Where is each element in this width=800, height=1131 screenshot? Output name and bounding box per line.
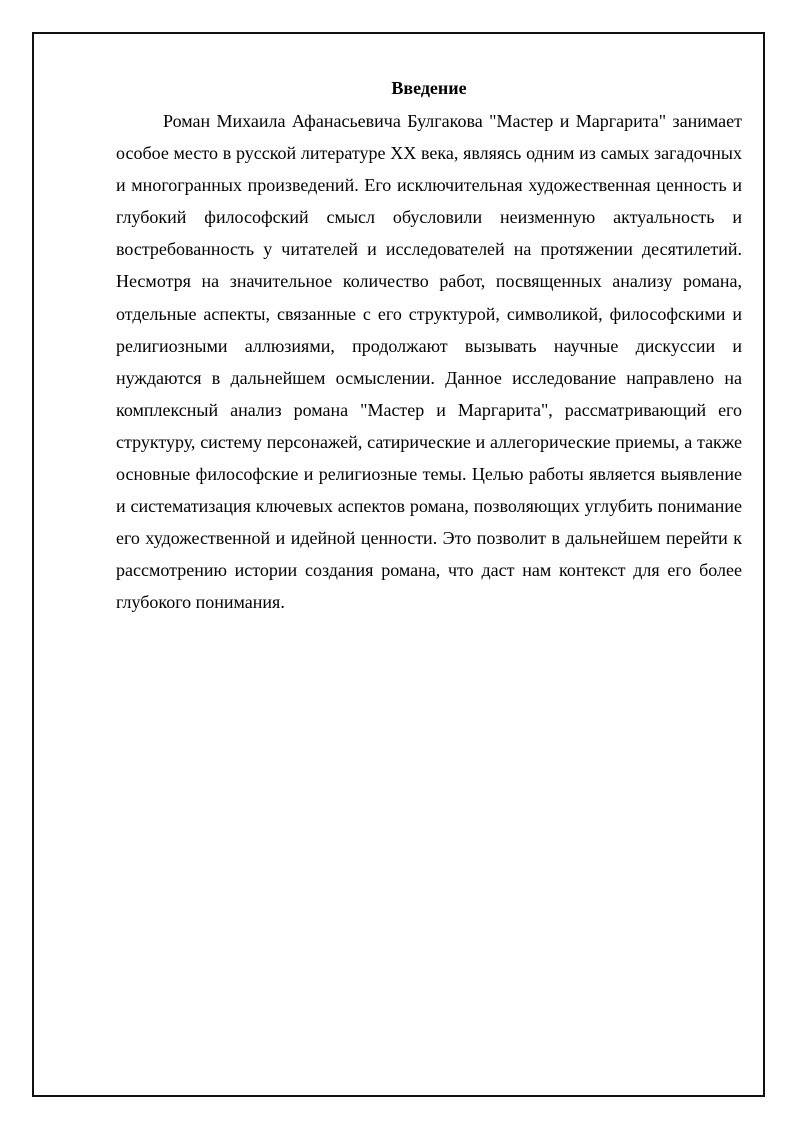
document-body [116,76,742,619]
section-heading: Введение [391,78,467,98]
intro-paragraph: Роман Михаила Афанасьевича Булгакова "Мастер и Маргарита" занимает особое место в русской литературе XX века, являясь одним из самых загадочных и многогранных произведений. Его исключительная художественная ценность и глубокий философский смысл обусловили неизменную актуальность и востребованность у читателей и исследователей на протяжении десятилетий. Несмотря на значительное количество работ, посвященных анализу романа, отдельные аспекты, связанные с его структурой, символикой, философскими и религиозными аллюзиями, продолжают вызывать научные дискуссии и нуждаются в дальнейшем осмыслении. Данное исследование направлено на комплексный анализ романа "Мастер и Маргарита", рассматривающий его структуру, систему персонажей, сатирические и аллегорические приемы, а также основные философские и религиозные темы. Целью работы является выявление и систематизация ключевых аспектов романа, позволяющих углубить понимание его художественной и идейной ценности. Это позволит в дальнейшем перейти к рассмотрению истории создания романа, что даст нам контекст для его более глубокого понимания. [116,111,742,613]
